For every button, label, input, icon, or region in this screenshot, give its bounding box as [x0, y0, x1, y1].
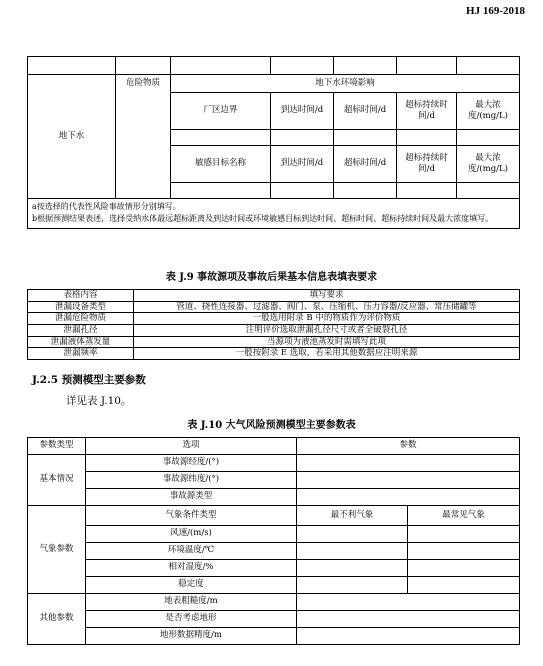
section-heading: J.2.5 预测模型主要参数 [32, 374, 146, 386]
option-cell: 事故源经度/(°) [86, 455, 297, 472]
table-cell: 泄漏频率 [28, 348, 134, 360]
sensitive-target-label: 敏感目标名称 [171, 146, 271, 183]
max-concentration-header: 最大浓度/(mg/L) [457, 146, 520, 183]
table-cell: 注明评价选取泄漏孔径尺寸或者全破裂孔径 [134, 324, 520, 336]
exceed-duration-header: 超标持续时间/d [397, 146, 457, 183]
groundwater-impact-header: 地下水环境影响 [171, 75, 520, 93]
meteorological-label: 气象参数 [28, 506, 86, 594]
option-cell: 风速/(m/s) [86, 526, 297, 543]
option-cell: 地形数据精度/m [86, 628, 297, 645]
table-cell: 泄漏液体蒸发量 [28, 336, 134, 348]
standard-number: HJ 169-2018 [466, 5, 525, 17]
param-type-header: 参数类型 [28, 438, 86, 455]
option-cell: 相对湿度/% [86, 560, 297, 577]
table-cell: 一般按附录 E 选取，若采用其他数据应注明来源 [134, 348, 520, 360]
table-note [28, 199, 520, 229]
table-row [28, 348, 520, 360]
table-row [28, 336, 520, 348]
atmospheric-model-params-table [27, 437, 520, 645]
table-cell: 泄漏设备类型 [28, 301, 134, 313]
option-cell: 事故源纬度/(°) [86, 472, 297, 489]
option-cell: 气象条件类型 [86, 506, 297, 526]
parameter-header: 参数 [297, 438, 520, 455]
table-cell: 一般选用附录 B 中的物质作为评价物质 [134, 313, 520, 325]
factory-boundary-label: 厂区边界 [171, 93, 271, 130]
groundwater-impact-table [27, 56, 520, 229]
table-header-cell: 填写要求 [134, 290, 520, 302]
table-header-cell: 表格内容 [28, 290, 134, 302]
exceed-time-header: 超标时间/d [334, 146, 397, 183]
option-cell: 环境温度/℃ [86, 543, 297, 560]
section-text: 详见表 J.10。 [66, 395, 132, 407]
risk-substance-header: 危险物质 [116, 75, 171, 199]
option-cell: 事故源类型 [86, 489, 297, 506]
arrival-time-header: 到达时间/d [271, 93, 334, 130]
note-a: a按选择的代表性风险事故情形分别填写。 [32, 202, 181, 211]
other-params-label: 其他参数 [28, 594, 86, 645]
basic-info-label: 基本情况 [28, 455, 86, 506]
max-concentration-header: 最大浓度/(mg/L) [457, 93, 520, 130]
exceed-time-header: 超标时间/d [334, 93, 397, 130]
groundwater-label: 地下水 [28, 75, 116, 199]
worst-weather-header: 最不利气象 [297, 506, 408, 526]
option-cell: 地表粗糙度/m [86, 594, 297, 611]
accident-source-requirements-table [27, 289, 520, 360]
option-header: 选项 [86, 438, 297, 455]
common-weather-header: 最常见气象 [408, 506, 520, 526]
exceed-duration-header: 超标持续时间/d [397, 93, 457, 130]
table-cell: 管道、挠性连接器、过滤器、阀门、泵、压缩机、压力容器/反应器、常压储罐等 [134, 301, 520, 313]
option-cell: 稳定度 [86, 577, 297, 594]
table-j9-caption: 表 J.9 事故源项及事故后果基本信息表填表要求 [165, 272, 378, 283]
table-row [28, 324, 520, 336]
table-row [28, 301, 520, 313]
table-cell: 泄漏危险物质 [28, 313, 134, 325]
note-b: b根据预测结果表述，选择受纳水体最远超标距离及到达时间或环境敏感目标到达时间、超标时间、超标持续时间及最大浓度填写。 [32, 214, 494, 224]
option-cell: 是否考虑地形 [86, 611, 297, 628]
table-cell: 当源项为液池蒸发时需填写此项 [134, 336, 520, 348]
table-cell: 泄漏孔径 [28, 324, 134, 336]
arrival-time-header: 到达时间/d [271, 146, 334, 183]
table-row [28, 313, 520, 325]
table-j10-caption: 表 J.10 大气风险预测模型主要参数表 [187, 420, 356, 431]
